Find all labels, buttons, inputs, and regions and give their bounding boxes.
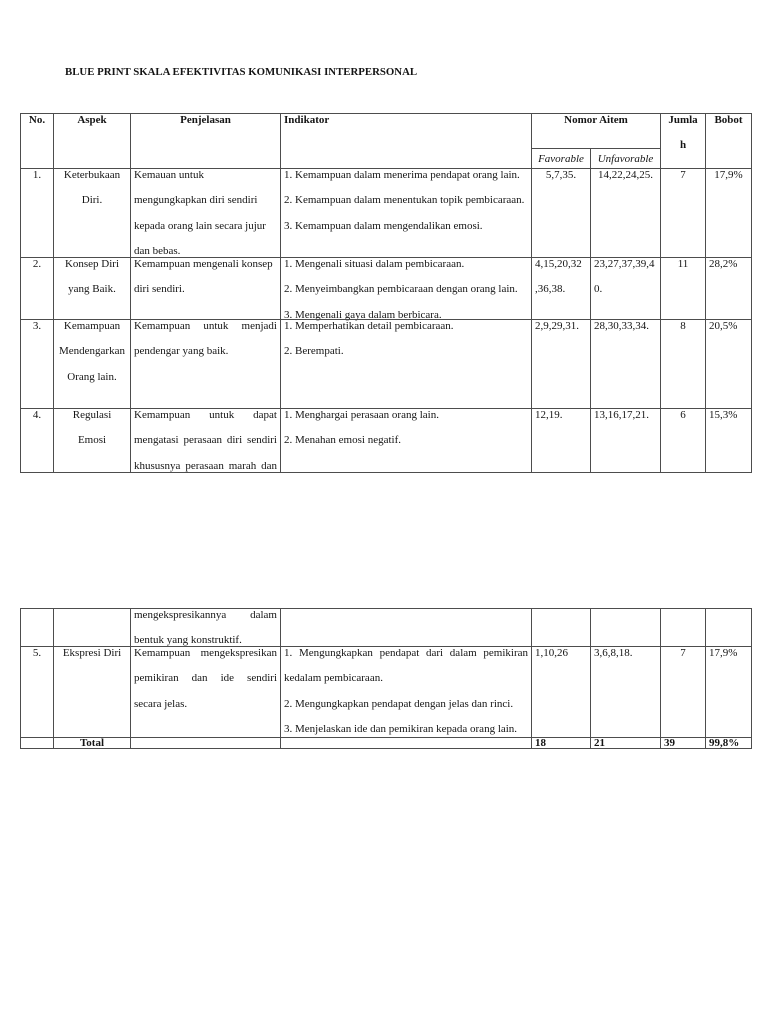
- row-2-bobot-cell: [705, 257, 752, 320]
- bobot-header-label: Bobot: [714, 114, 743, 126]
- indikator-line: 1. Mengungkapkan pendapat dari dalam pemikiran: [284, 647, 528, 659]
- row-2-aspek-cell: [53, 257, 131, 320]
- aspek-line: Keterbukaan: [63, 169, 121, 181]
- row-5-jumlah-cell: [660, 646, 706, 738]
- row-4-jumlah-cell: [660, 408, 706, 473]
- continuation-aspek-cell: [53, 608, 131, 647]
- row-number: 4.: [32, 409, 42, 421]
- row-3-aspek-cell: [53, 319, 131, 409]
- penjelasan-line: pendengar yang baik.: [134, 345, 229, 358]
- penjelasan-header-label: Penjelasan: [180, 114, 231, 126]
- unfavorable-items: 0.: [594, 283, 603, 296]
- row-3-no-cell: [20, 319, 54, 409]
- indikator-line: 3. Kemampuan dalam mengendalikan emosi.: [284, 219, 483, 232]
- no-header: [20, 113, 54, 169]
- row-3-favorable-cell: [531, 319, 591, 409]
- row-2-unfavorable-cell: [590, 257, 661, 320]
- bobot-value: 15,3%: [709, 409, 738, 421]
- row-2-indikator-cell: [280, 257, 532, 320]
- total-label: Total: [79, 737, 105, 749]
- row-3-bobot-cell: [705, 319, 752, 409]
- row-1-penjelasan-cell: [130, 168, 281, 258]
- unfavorable-header: [590, 148, 661, 169]
- row-5-bobot-cell: [705, 646, 752, 738]
- favorable-items: 12,19.: [535, 409, 563, 421]
- penjelasan-line: khususnya perasaan marah dan: [134, 459, 277, 472]
- penjelasan-line: Kemampuan untuk menjadi: [134, 320, 277, 332]
- row-2-favorable-cell: [531, 257, 591, 320]
- bobot-value: 17,9%: [714, 169, 743, 181]
- penjelasan-line: bentuk yang konstruktif.: [134, 634, 242, 647]
- favorable-header: [531, 148, 591, 169]
- aspek-line: Kemampuan: [63, 320, 121, 332]
- total-label-cell: [53, 737, 131, 749]
- total-unfavorable-value: 21: [594, 737, 605, 749]
- row-1-indikator-cell: [280, 168, 532, 258]
- row-2-jumlah-cell: [660, 257, 706, 320]
- aspek-line: Mendengarkan: [59, 345, 125, 358]
- indikator-line: 2. Menyeimbangkan pembicaraan dengan orang lain.: [284, 283, 518, 296]
- total-bobot-cell: [705, 737, 752, 749]
- indikator-line: 2. Menahan emosi negatif.: [284, 434, 401, 447]
- indikator-line: kedalam pembicaraan.: [284, 672, 383, 685]
- row-1-aspek-cell: [53, 168, 131, 258]
- row-5-indikator-cell: [280, 646, 532, 738]
- aspek-header: [53, 113, 131, 169]
- row-number: 1.: [32, 169, 42, 181]
- indikator-line: 1. Mengenali situasi dalam pembicaraan.: [284, 258, 465, 270]
- penjelasan-line: dan bebas.: [134, 245, 181, 258]
- favorable-items: 4,15,20,32: [535, 258, 582, 270]
- jumlah-value: 11: [677, 258, 689, 270]
- aspek-line: Ekspresi Diri: [62, 647, 122, 659]
- bobot-value: 17,9%: [709, 647, 738, 659]
- aspek-line: Konsep Diri: [64, 258, 120, 270]
- jumlah-header: [660, 113, 706, 169]
- unfavorable-items: 23,27,37,39,4: [594, 258, 655, 270]
- penjelasan-line: diri sendiri.: [134, 283, 185, 296]
- row-4-aspek-cell: [53, 408, 131, 473]
- favorable-items: ,36,38.: [535, 283, 566, 296]
- row-number: 5.: [32, 647, 42, 659]
- row-number: 3.: [32, 320, 42, 332]
- indikator-line: 1. Memperhatikan detail pembicaraan.: [284, 320, 454, 332]
- nomor-aitem-header: [531, 113, 661, 149]
- unfavorable-items: 3,6,8,18.: [594, 647, 633, 659]
- indikator-line: 2. Berempati.: [284, 345, 344, 358]
- row-number: 2.: [32, 258, 42, 270]
- jumlah-value: 7: [680, 169, 686, 181]
- jumlah-value: 6: [680, 409, 686, 421]
- row-4-unfavorable-cell: [590, 408, 661, 473]
- row-5-no-cell: [20, 646, 54, 738]
- row-4-no-cell: [20, 408, 54, 473]
- row-2-penjelasan-cell: [130, 257, 281, 320]
- unfavorable-header-label: Unfavorable: [597, 153, 654, 165]
- continuation-favorable-cell: [531, 608, 591, 647]
- bobot-header: [705, 113, 752, 169]
- favorable-items: 1,10,26: [535, 647, 568, 659]
- penjelasan-line: kepada orang lain secara jujur: [134, 219, 266, 232]
- indikator-header-label: Indikator: [284, 114, 330, 126]
- total-penjelasan-cell: [130, 737, 281, 749]
- penjelasan-line: Kemauan untuk: [134, 169, 204, 181]
- continuation-no-cell: [20, 608, 54, 647]
- row-2-no-cell: [20, 257, 54, 320]
- jumlah-value: 8: [680, 320, 686, 332]
- penjelasan-line: mengungkapkan diri sendiri: [134, 194, 258, 207]
- nomor-aitem-header-label: Nomor Aitem: [564, 114, 628, 126]
- row-1-no-cell: [20, 168, 54, 258]
- continuation-indikator-cell: [280, 608, 532, 647]
- total-jumlah-value: 39: [664, 737, 675, 749]
- penjelasan-line: pemikiran dan ide sendiri: [134, 672, 277, 685]
- continuation-penjelasan-cell: [130, 608, 281, 647]
- penjelasan-line: Kemampuan mengenali konsep: [134, 258, 273, 270]
- aspek-line: Emosi: [77, 434, 107, 447]
- penjelasan-line: secara jelas.: [134, 697, 188, 710]
- indikator-line: 3. Menjelaskan ide dan pemikiran kepada orang lain.: [284, 723, 518, 736]
- row-5-unfavorable-cell: [590, 646, 661, 738]
- penjelasan-header: [130, 113, 281, 169]
- total-unfavorable-cell: [590, 737, 661, 749]
- row-3-unfavorable-cell: [590, 319, 661, 409]
- bobot-value: 28,2%: [709, 258, 738, 270]
- favorable-header-label: Favorable: [538, 153, 584, 165]
- total-bobot-value: 99,8%: [709, 737, 740, 749]
- indikator-line: 3. Mengenali gaya dalam berbicara.: [284, 308, 442, 321]
- unfavorable-items: 14,22,24,25.: [598, 169, 653, 181]
- jumlah-value: 7: [680, 647, 686, 659]
- continuation-unfavorable-cell: [590, 608, 661, 647]
- row-4-penjelasan-cell: [130, 408, 281, 473]
- favorable-items: 5,7,35.: [545, 169, 577, 181]
- document-title: BLUE PRINT SKALA EFEKTIVITAS KOMUNIKASI INTERPERSONAL: [65, 66, 418, 78]
- unfavorable-items: 13,16,17,21.: [594, 409, 649, 421]
- row-5-aspek-cell: [53, 646, 131, 738]
- total-jumlah-cell: [660, 737, 706, 749]
- row-5-favorable-cell: [531, 646, 591, 738]
- row-1-bobot-cell: [705, 168, 752, 258]
- total-indikator-cell: [280, 737, 532, 749]
- no-header-label: No.: [28, 114, 46, 126]
- continuation-bobot-cell: [705, 608, 752, 647]
- row-1-unfavorable-cell: [590, 168, 661, 258]
- penjelasan-line: Kemampuan mengekspresikan: [134, 647, 277, 659]
- penjelasan-line: mengatasi perasaan diri sendiri: [134, 434, 277, 447]
- row-3-penjelasan-cell: [130, 319, 281, 409]
- indikator-line: 2. Kemampuan dalam menentukan topik pembicaraan.: [284, 194, 525, 207]
- indikator-header: [280, 113, 532, 169]
- indikator-line: 2. Mengungkapkan pendapat dengan jelas dan rinci.: [284, 697, 514, 710]
- aspek-line: Diri.: [81, 194, 103, 207]
- aspek-line: yang Baik.: [68, 283, 116, 296]
- total-no-cell: [20, 737, 54, 749]
- indikator-line: 1. Menghargai perasaan orang lain.: [284, 409, 439, 421]
- bobot-value: 20,5%: [709, 320, 738, 332]
- continuation-jumlah-cell: [660, 608, 706, 647]
- row-3-jumlah-cell: [660, 319, 706, 409]
- indikator-line: 1. Kemampuan dalam menerima pendapat orang lain.: [284, 169, 520, 181]
- favorable-items: 2,9,29,31.: [535, 320, 579, 332]
- unfavorable-items: 28,30,33,34.: [594, 320, 649, 332]
- row-4-bobot-cell: [705, 408, 752, 473]
- row-3-indikator-cell: [280, 319, 532, 409]
- jumlah-header-label: Jumlah: [668, 113, 698, 151]
- total-favorable-cell: [531, 737, 591, 749]
- aspek-line: Orang lain.: [67, 370, 117, 383]
- penjelasan-line: mengekspresikannya dalam: [134, 609, 277, 621]
- row-1-jumlah-cell: [660, 168, 706, 258]
- total-favorable-value: 18: [535, 737, 546, 749]
- row-4-favorable-cell: [531, 408, 591, 473]
- row-4-indikator-cell: [280, 408, 532, 473]
- row-5-penjelasan-cell: [130, 646, 281, 738]
- aspek-header-label: Aspek: [77, 114, 107, 126]
- row-1-favorable-cell: [531, 168, 591, 258]
- penjelasan-line: Kemampuan untuk dapat: [134, 409, 277, 421]
- aspek-line: Regulasi: [72, 409, 112, 421]
